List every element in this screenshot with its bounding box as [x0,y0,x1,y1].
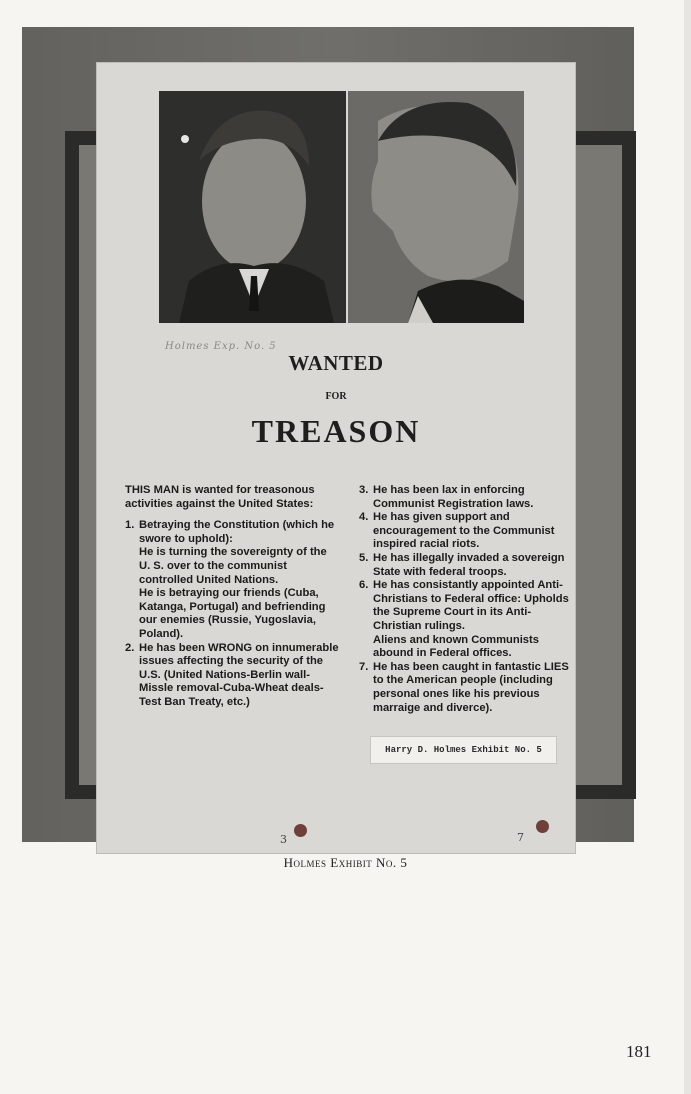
wanted-poster [97,63,575,853]
charges-right-column [359,484,577,715]
exhibit-caption [0,855,691,871]
charge-text: He is betraying our friends (Cuba, Katanga, Portugal) and befriending our enemies (Russie, Yugoslavia, Poland). [139,587,326,640]
charge-number: 2. [125,641,135,654]
charge-number: 4. [359,511,369,524]
charge-item [359,661,577,715]
charge-text: Aliens and known Communists abound in Federal offices. [373,633,539,660]
poster-intro: THIS MAN is wanted for treasonous activities against the United States: [125,484,315,510]
headline-treason: TREASON [251,413,421,449]
charge-item [359,511,577,552]
charge-number: 3. [359,484,369,496]
exhibit-photograph [22,27,634,846]
pencil-mark-right: 7 [517,831,524,844]
charge-item [359,484,577,511]
charge-number: 1. [125,519,135,532]
page-edge [684,0,691,1094]
charge-item [125,642,340,710]
mugshot-front [159,91,346,323]
charge-text: He has given support and encouragement to the Communist inspired racial riots. [373,511,555,551]
pin-hole-left [294,824,307,837]
pencil-mark-left: 3 [280,833,287,846]
charge-item [359,552,577,579]
handwritten-note: Holmes Exp. No. 5 [165,341,277,352]
charge-text: He has been WRONG on innumerable issues affecting the security of the U.S. (United Nations-Berlin wall-Missle removal-Cuba-Wheat deals-Test Ban Treaty, etc.) [139,641,339,708]
charge-text: He is turning the sovereignty of the U. S. over to the communist controlled United Nations. [139,546,327,586]
headline-wanted: WANTED [288,351,384,375]
charge-text: Betraying the Constitution (which he swore to uphold): [139,519,335,545]
charge-text: He has been lax in enforcing Communist Registration laws. [373,484,534,510]
exhibit-stamp-label: Harry D. Holmes Exhibit No. 5 [370,736,557,764]
charge-text: He has illegally invaded a sovereign State with federal troops. [373,551,565,578]
page-number: 181 [626,1042,652,1061]
pin-hole-right [536,820,549,833]
charge-number: 5. [359,551,369,564]
charge-item [125,519,340,641]
caption-text: Holmes Exhibit No. 5 [283,855,408,870]
mugshot-profile [348,91,524,323]
headline-for: FOR [325,391,347,402]
charge-number: 6. [359,579,369,592]
charges-left-column [125,484,340,710]
charge-text: He has been caught in fantastic LIES to the American people (including personal ones like his previous marraige and diverce). [373,660,569,714]
charge-number: 7. [359,660,369,673]
charge-item [359,579,577,661]
charge-text: He has consistantly appointed Anti-Christians to Federal office: Upholds the Supreme Court in its Anti-Christian rulings. [373,579,569,632]
